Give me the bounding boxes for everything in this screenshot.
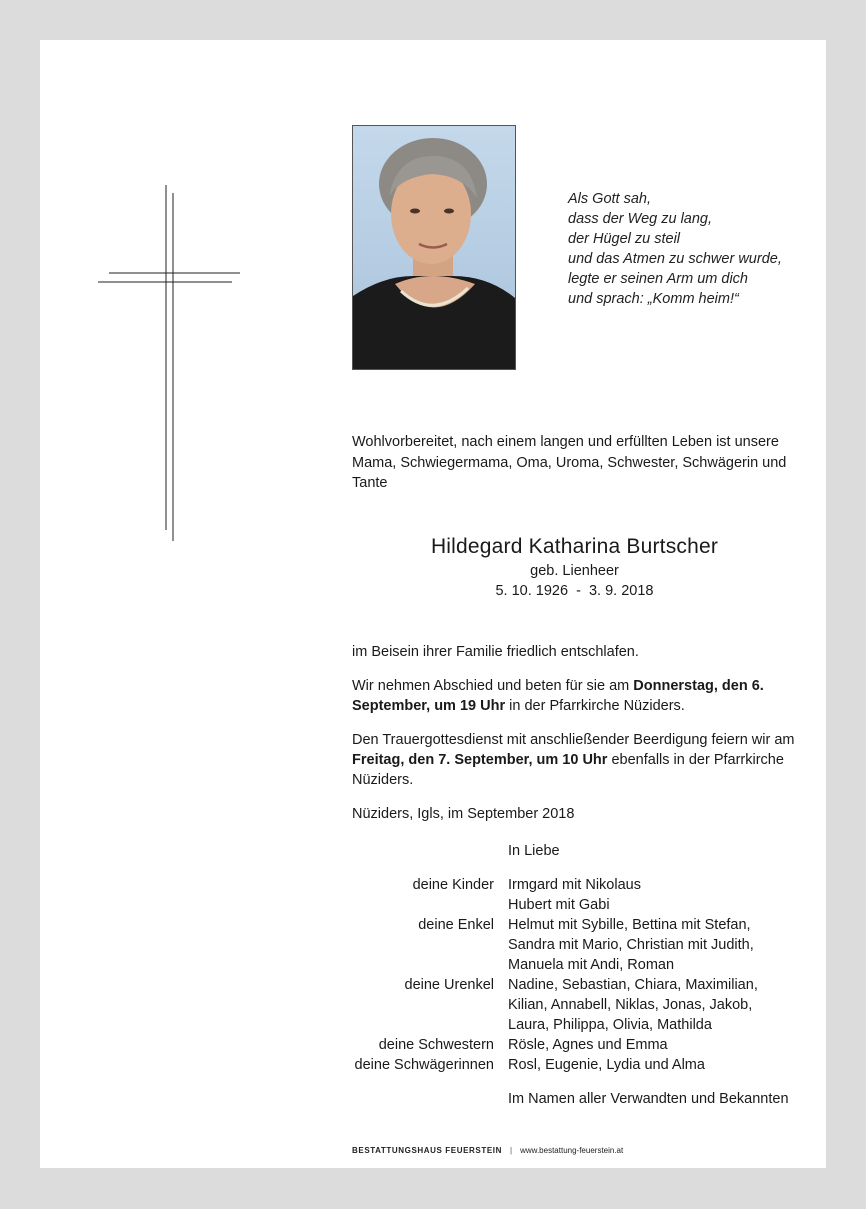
list-item bbox=[352, 915, 797, 975]
closing-line: Im Namen aller Verwandten und Bekannten bbox=[508, 1091, 789, 1107]
farewell-text: Wir nehmen Abschied und beten für sie am bbox=[352, 678, 634, 694]
list-item bbox=[352, 1055, 797, 1075]
relative-names: Helmut mit Sybille, Bettina mit Stefan, bbox=[508, 917, 751, 933]
list-item bbox=[352, 841, 797, 861]
relative-names: Irmgard mit Nikolaus bbox=[508, 877, 641, 893]
poem bbox=[568, 189, 808, 309]
relative-names: Rösle, Agnes und Emma bbox=[508, 1037, 668, 1053]
deceased-info bbox=[352, 533, 797, 601]
farewell-date: Donnerstag, den 6. September, um 19 Uhr bbox=[352, 678, 764, 714]
relative-names: Sandra mit Mario, Christian mit Judith, bbox=[508, 937, 754, 953]
list-item bbox=[352, 875, 797, 915]
website-link[interactable]: www.bestattung-feuerstein.at bbox=[520, 1146, 624, 1155]
deceased-name: Hildegard Katharina Burtscher bbox=[430, 535, 719, 558]
life-dates: 5. 10. 1926 - 3. 9. 2018 bbox=[495, 583, 654, 599]
maiden-name: geb. Lienheer bbox=[530, 563, 619, 579]
list-item bbox=[352, 975, 797, 1035]
portrait-photo bbox=[352, 125, 516, 370]
relative-names: Manuela mit Andi, Roman bbox=[508, 957, 675, 973]
place-date: Nüziders, Igls, im September 2018 bbox=[352, 806, 575, 822]
list-item bbox=[352, 1089, 797, 1109]
funeral-text: Den Trauergottesdienst mit anschließender Beerdigung feiern wir am bbox=[352, 732, 795, 748]
list-item bbox=[352, 1035, 797, 1055]
family-list bbox=[352, 841, 797, 1109]
cross-icon bbox=[96, 185, 242, 543]
poem-line: der Hügel zu steil bbox=[568, 231, 681, 247]
farewell-paragraph bbox=[352, 676, 797, 716]
relation-label: deine Enkel bbox=[418, 917, 494, 933]
poem-line: und sprach: „Komm heim!“ bbox=[568, 291, 739, 307]
relative-names: Nadine, Sebastian, Chiara, Maximilian, bbox=[508, 977, 758, 993]
passing-sentence: im Beisein ihrer Familie friedlich entschlafen. bbox=[352, 644, 639, 660]
announcement-text bbox=[352, 642, 797, 838]
relation-label: deine Schwestern bbox=[378, 1037, 494, 1053]
relation-label: deine Schwägerinnen bbox=[354, 1057, 494, 1073]
relative-names: Kilian, Annabell, Niklas, Jonas, Jakob, bbox=[508, 997, 753, 1013]
relative-names: Laura, Philippa, Olivia, Mathilda bbox=[508, 1017, 712, 1033]
poem-line: dass der Weg zu lang, bbox=[568, 211, 713, 227]
relative-names: Hubert mit Gabi bbox=[508, 897, 610, 913]
poem-line: Als Gott sah, bbox=[568, 191, 652, 207]
relation-label: deine Urenkel bbox=[404, 977, 494, 993]
poem-line: legte er seinen Arm um dich bbox=[568, 271, 748, 287]
footer bbox=[352, 1145, 623, 1157]
poem-line: und das Atmen zu schwer wurde, bbox=[568, 251, 782, 267]
funeral-paragraph bbox=[352, 730, 797, 790]
relative-names: Rosl, Eugenie, Lydia und Alma bbox=[508, 1057, 705, 1073]
funeral-date: Freitag, den 7. September, um 10 Uhr bbox=[352, 752, 608, 768]
in-love: In Liebe bbox=[508, 843, 560, 859]
funeral-home-name: BESTATTUNGSHAUS FEUERSTEIN bbox=[352, 1146, 502, 1155]
funeral-location: ebenfalls in der Pfarrkirche Nüziders. bbox=[352, 752, 784, 788]
footer-separator: | bbox=[509, 1146, 513, 1155]
relation-label: deine Kinder bbox=[412, 877, 494, 893]
farewell-location: in der Pfarrkirche Nüziders. bbox=[505, 698, 685, 714]
intro-text: Wohlvorbereitet, nach einem langen und erfüllten Leben ist unsere Mama, Schwiegermama, Oma, Uroma, Schwester, Schwägerin und Tante bbox=[352, 434, 787, 491]
